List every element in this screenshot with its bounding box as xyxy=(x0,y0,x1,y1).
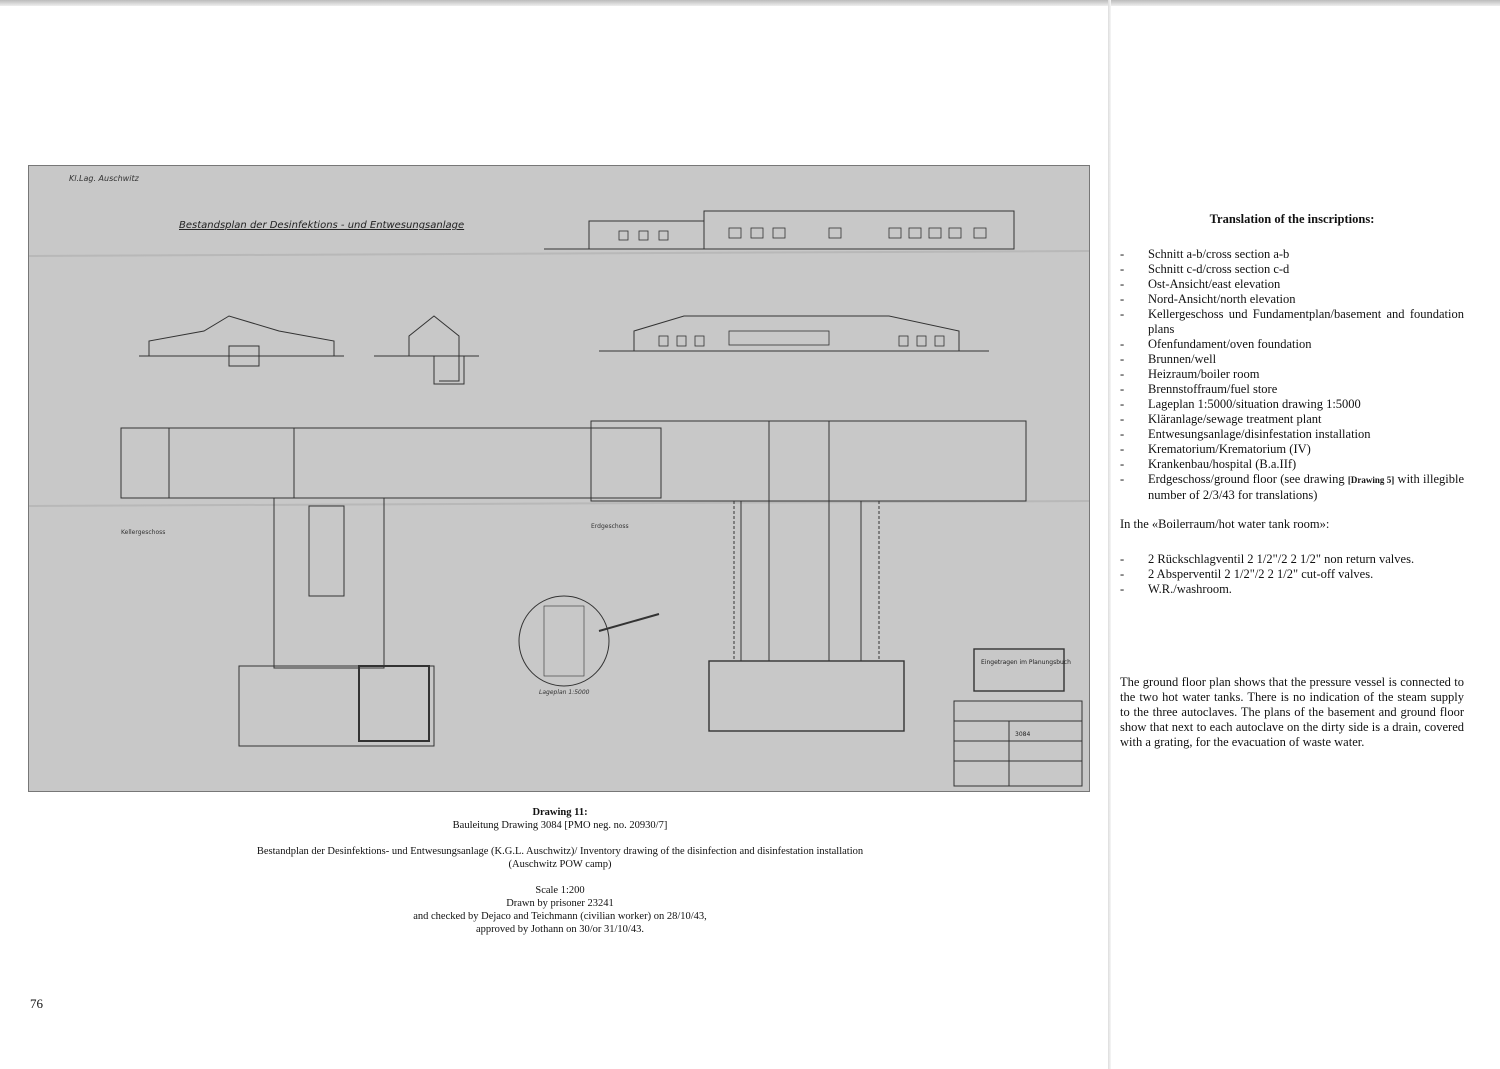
list-item: - Brennstoffraum/fuel store xyxy=(1120,382,1464,397)
drawing-sketch xyxy=(29,166,1089,791)
translation-heading: Translation of the inscriptions: xyxy=(1209,212,1375,226)
drawing-corner-label: Kl.Lag. Auschwitz xyxy=(69,174,139,183)
list-item-text: Erdgeschoss/ground floor (see drawing xyxy=(1148,472,1348,486)
plate-number: 3084 xyxy=(1015,731,1031,738)
top-rule xyxy=(0,0,1500,6)
boiler-room-list xyxy=(1120,552,1464,597)
body-paragraph: The ground floor plan shows that the pressure vessel is connected to the two hot water tanks. There is no indication of the steam supply to the three autoclaves. The plans of the basement and ground floor show that next to each autoclave on the dirty side is a drain, covered with a grating, for the evacuation of waste water. xyxy=(1120,675,1464,749)
translation-column xyxy=(1120,212,1464,750)
drawing-reference: [Drawing 5] xyxy=(1347,475,1395,485)
caption-description-1: Bestandplan der Desinfektions- und Entwesungsanlage (K.G.L. Auschwitz)/ Inventory drawing of the disinfection and disinfestation installation xyxy=(256,846,864,857)
list-item: - Kellergeschoss und Fundamentplan/basement and foundation plans xyxy=(1120,307,1464,337)
caption-approved: approved by Jothann on 30/or 31/10/43. xyxy=(476,924,644,935)
list-item: - Schnitt c-d/cross section c-d xyxy=(1120,262,1464,277)
list-item: - Ofenfundament/oven foundation xyxy=(1120,337,1464,352)
caption-scale: Scale 1:200 xyxy=(535,885,585,896)
list-item: - Lageplan 1:5000/situation drawing 1:5000 xyxy=(1120,397,1464,412)
caption-reference: Bauleitung Drawing 3084 [PMO neg. no. 20930/7] xyxy=(452,820,668,831)
list-item: - 2 Absperventil 2 1/2"/2 2 1/2" cut-off valves. xyxy=(1120,567,1464,582)
translation-list xyxy=(1120,247,1464,503)
list-item: - W.R./washroom. xyxy=(1120,582,1464,597)
list-item: - Kläranlage/sewage treatment plant xyxy=(1120,412,1464,427)
list-item xyxy=(1120,472,1464,503)
list-item: - Nord-Ansicht/north elevation xyxy=(1120,292,1464,307)
stamp-text: Eingetragen im Planungsbuch xyxy=(981,659,1071,666)
list-item: - Entwesungsanlage/disinfestation installation xyxy=(1120,427,1464,442)
page-number: 76 xyxy=(30,996,43,1011)
list-item: - Krematorium/Krematorium (IV) xyxy=(1120,442,1464,457)
architectural-drawing xyxy=(28,165,1090,792)
drawing-handwritten-title: Bestandsplan der Desinfektions - und Entwesungsanlage xyxy=(179,220,465,231)
list-item: - Schnitt a-b/cross section a-b xyxy=(1120,247,1464,262)
caption-title: Drawing 11: xyxy=(532,807,588,818)
caption-checked: and checked by Dejaco and Teichmann (civilian worker) on 28/10/43, xyxy=(413,911,707,922)
caption-description-2: (Auschwitz POW camp) xyxy=(508,859,612,870)
svg-text:Erdgeschoss: Erdgeschoss xyxy=(591,523,629,530)
situation-detail-label: Lageplan 1:5000 xyxy=(539,689,590,696)
list-item: - Ost-Ansicht/east elevation xyxy=(1120,277,1464,292)
list-item-text: with illegible number of 2/3/43 for translations) xyxy=(1148,472,1464,502)
caption-drawn-by: Drawn by prisoner 23241 xyxy=(506,898,614,909)
list-item: - Brunnen/well xyxy=(1120,352,1464,367)
list-item: - 2 Rückschlagventil 2 1/2"/2 2 1/2" non return valves. xyxy=(1120,552,1464,567)
book-spine xyxy=(1108,0,1111,1069)
list-item: - Heizraum/boiler room xyxy=(1120,367,1464,382)
list-item: - Krankenbau/hospital (B.a.IIf) xyxy=(1120,457,1464,472)
boiler-room-intro: In the «Boilerraum/hot water tank room»: xyxy=(1120,517,1330,531)
figure-caption xyxy=(230,806,890,936)
svg-text:Kellergeschoss: Kellergeschoss xyxy=(121,529,166,536)
